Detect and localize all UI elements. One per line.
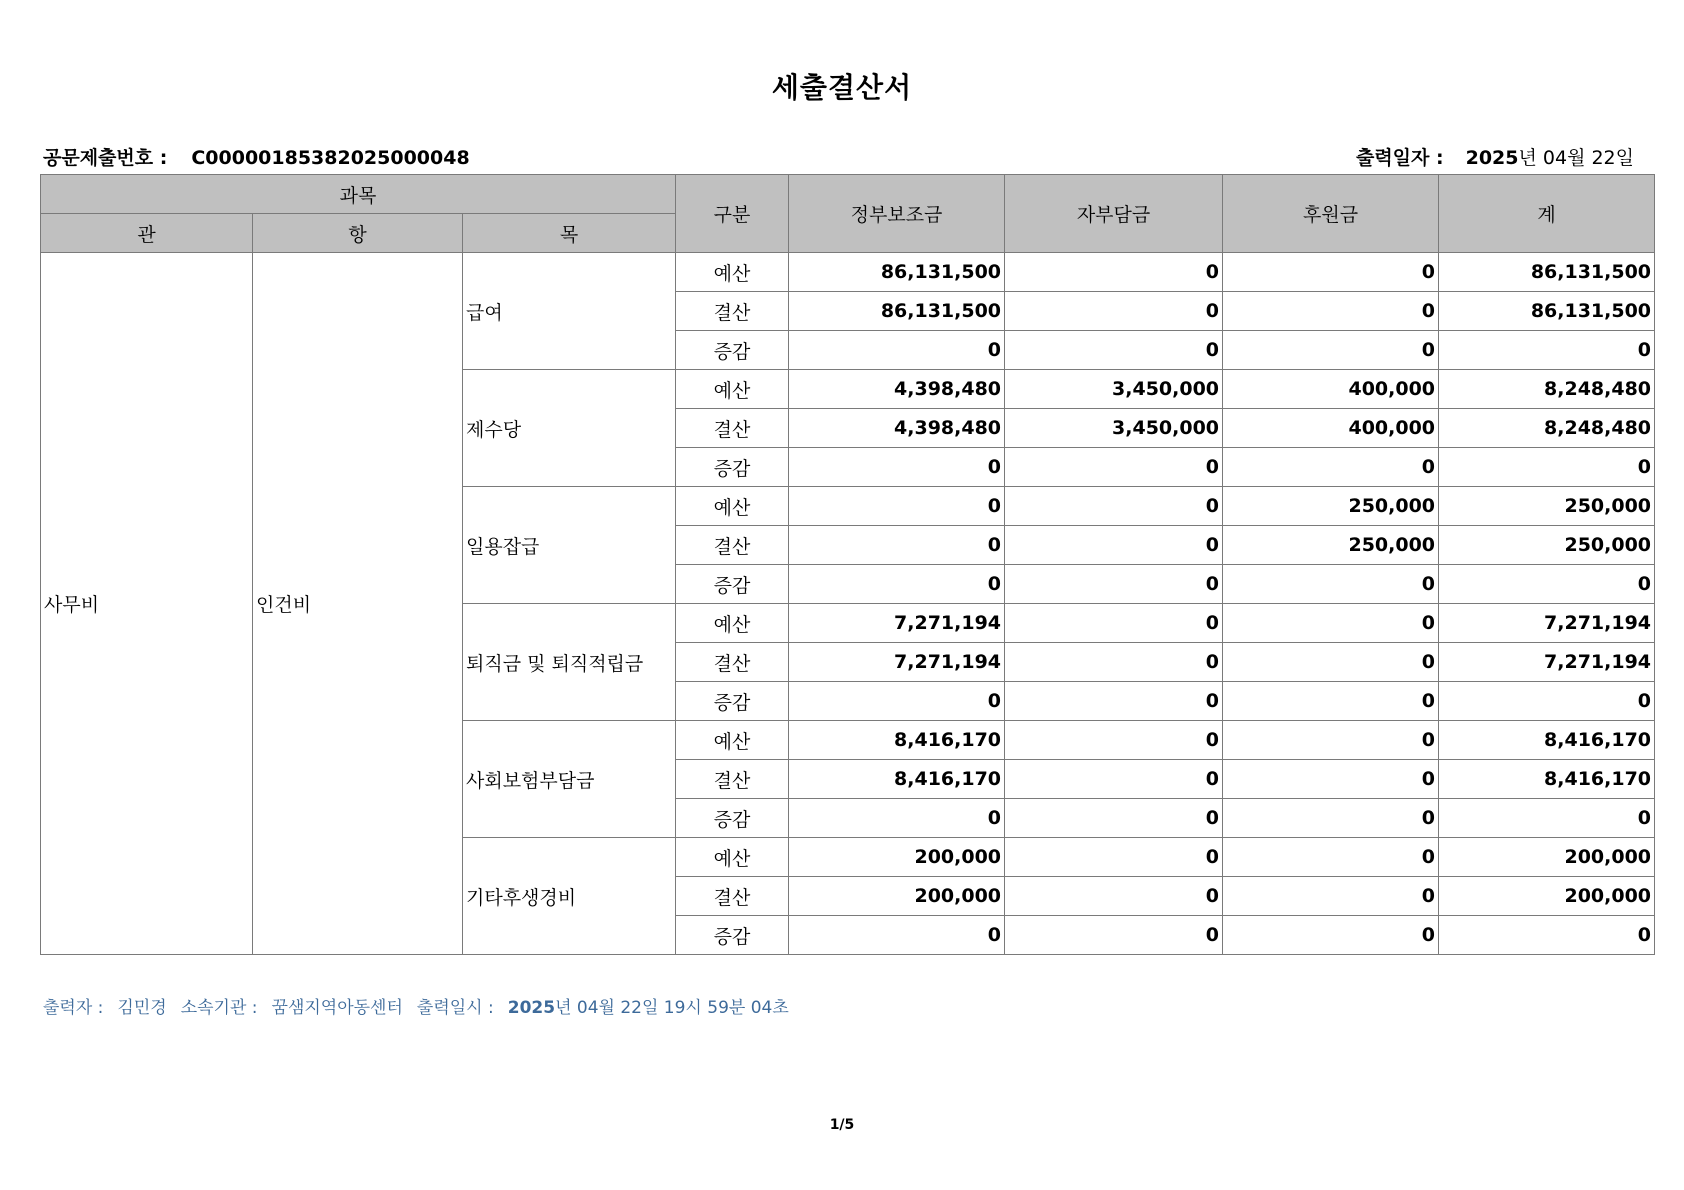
gubun-cell: 결산 [676, 526, 789, 565]
gov-subsidy-cell: 4,398,480 [789, 409, 1005, 448]
print-time-label: 출력일시 : [416, 998, 494, 1018]
sponsorship-cell: 0 [1223, 565, 1439, 604]
gov-subsidy-cell: 7,271,194 [789, 643, 1005, 682]
mok-cell: 사회보험부담금 [463, 721, 676, 838]
document-title: 세출결산서 [771, 71, 913, 104]
total-cell: 8,248,480 [1439, 370, 1655, 409]
table-row [41, 253, 1655, 292]
self-burden-cell: 0 [1005, 253, 1223, 292]
sponsorship-cell: 0 [1223, 643, 1439, 682]
header-mok: 목 [463, 214, 676, 253]
gubun-cell: 결산 [676, 760, 789, 799]
self-burden-cell: 0 [1005, 604, 1223, 643]
gov-subsidy-cell: 0 [789, 565, 1005, 604]
gov-subsidy-cell: 86,131,500 [789, 253, 1005, 292]
kwan-cell: 사무비 [41, 253, 253, 955]
sponsorship-cell: 250,000 [1223, 487, 1439, 526]
self-burden-cell: 0 [1005, 448, 1223, 487]
total-cell: 0 [1439, 331, 1655, 370]
gubun-cell: 증감 [676, 799, 789, 838]
sponsorship-cell: 0 [1223, 799, 1439, 838]
gubun-cell: 예산 [676, 253, 789, 292]
self-burden-cell: 0 [1005, 526, 1223, 565]
sponsorship-cell: 400,000 [1223, 370, 1439, 409]
self-burden-cell: 0 [1005, 721, 1223, 760]
gov-subsidy-cell: 8,416,170 [789, 721, 1005, 760]
total-cell: 8,416,170 [1439, 721, 1655, 760]
total-cell: 7,271,194 [1439, 604, 1655, 643]
gov-subsidy-cell: 0 [789, 331, 1005, 370]
org-name: 꿈샘지역아동센터 [271, 998, 403, 1018]
total-cell: 8,416,170 [1439, 760, 1655, 799]
sponsorship-cell: 0 [1223, 721, 1439, 760]
printer-name: 김민경 [117, 998, 167, 1018]
total-cell: 0 [1439, 682, 1655, 721]
sponsorship-cell: 0 [1223, 292, 1439, 331]
total-cell: 0 [1439, 565, 1655, 604]
header-kwan: 관 [41, 214, 253, 253]
sponsorship-cell: 0 [1223, 331, 1439, 370]
header-gov-subsidy: 정부보조금 [789, 175, 1005, 253]
header-gubun: 구분 [676, 175, 789, 253]
gubun-cell: 예산 [676, 721, 789, 760]
mok-cell: 퇴직금 및 퇴직적립금 [463, 604, 676, 721]
gubun-cell: 예산 [676, 604, 789, 643]
print-time-year: 2025 [507, 998, 556, 1018]
total-cell: 200,000 [1439, 877, 1655, 916]
gov-subsidy-cell: 200,000 [789, 877, 1005, 916]
sponsorship-cell: 0 [1223, 838, 1439, 877]
gov-subsidy-cell: 8,416,170 [789, 760, 1005, 799]
total-cell: 0 [1439, 448, 1655, 487]
sponsorship-cell: 0 [1223, 448, 1439, 487]
self-burden-cell: 0 [1005, 331, 1223, 370]
expenditure-settlement-table [40, 174, 1655, 955]
sponsorship-cell: 0 [1223, 916, 1439, 955]
print-date-rest: 년 04월 22일 [1518, 147, 1634, 169]
gubun-cell: 결산 [676, 292, 789, 331]
mok-cell: 일용잡급 [463, 487, 676, 604]
gubun-cell: 결산 [676, 877, 789, 916]
mok-cell: 제수당 [463, 370, 676, 487]
total-cell: 250,000 [1439, 487, 1655, 526]
self-burden-cell: 0 [1005, 877, 1223, 916]
gov-subsidy-cell: 7,271,194 [789, 604, 1005, 643]
total-cell: 200,000 [1439, 838, 1655, 877]
gov-subsidy-cell: 0 [789, 448, 1005, 487]
sponsorship-cell: 0 [1223, 253, 1439, 292]
self-burden-cell: 0 [1005, 799, 1223, 838]
total-cell: 250,000 [1439, 526, 1655, 565]
header-total: 계 [1439, 175, 1655, 253]
mok-cell: 기타후생경비 [463, 838, 676, 955]
header-hang: 항 [253, 214, 463, 253]
total-cell: 86,131,500 [1439, 292, 1655, 331]
print-date-value [1466, 147, 1634, 169]
self-burden-cell: 0 [1005, 760, 1223, 799]
gov-subsidy-cell: 4,398,480 [789, 370, 1005, 409]
mok-cell: 급여 [463, 253, 676, 370]
header-sponsorship: 후원금 [1223, 175, 1439, 253]
print-date-row [1356, 143, 1634, 170]
hang-cell: 인건비 [253, 253, 463, 955]
footer-print-info [43, 993, 803, 1018]
gov-subsidy-cell: 0 [789, 916, 1005, 955]
gubun-cell: 증감 [676, 565, 789, 604]
total-cell: 8,248,480 [1439, 409, 1655, 448]
print-date-year: 2025 [1465, 147, 1519, 169]
gov-subsidy-cell: 200,000 [789, 838, 1005, 877]
gubun-cell: 결산 [676, 643, 789, 682]
gov-subsidy-cell: 0 [789, 487, 1005, 526]
table-body [41, 253, 1655, 955]
gov-subsidy-cell: 0 [789, 526, 1005, 565]
gov-subsidy-cell: 0 [789, 799, 1005, 838]
sponsorship-cell: 0 [1223, 682, 1439, 721]
sponsorship-cell: 250,000 [1223, 526, 1439, 565]
total-cell: 0 [1439, 916, 1655, 955]
self-burden-cell: 0 [1005, 838, 1223, 877]
self-burden-cell: 0 [1005, 487, 1223, 526]
self-burden-cell: 0 [1005, 292, 1223, 331]
sponsorship-cell: 0 [1223, 877, 1439, 916]
gubun-cell: 예산 [676, 838, 789, 877]
total-cell: 7,271,194 [1439, 643, 1655, 682]
self-burden-cell: 0 [1005, 565, 1223, 604]
sponsorship-cell: 0 [1223, 760, 1439, 799]
gubun-cell: 증감 [676, 916, 789, 955]
printer-label: 출력자 : [43, 998, 104, 1018]
header-subject: 과목 [41, 175, 676, 214]
self-burden-cell: 3,450,000 [1005, 370, 1223, 409]
gubun-cell: 증감 [676, 682, 789, 721]
print-date-label: 출력일자 : [1355, 147, 1444, 169]
self-burden-cell: 0 [1005, 643, 1223, 682]
sponsorship-cell: 400,000 [1223, 409, 1439, 448]
gubun-cell: 증감 [676, 331, 789, 370]
gov-subsidy-cell: 0 [789, 682, 1005, 721]
gubun-cell: 예산 [676, 370, 789, 409]
doc-number-row [43, 143, 470, 170]
total-cell: 0 [1439, 799, 1655, 838]
org-label: 소속기관 : [180, 998, 258, 1018]
doc-number-label: 공문제출번호 : [43, 147, 168, 169]
gubun-cell: 결산 [676, 409, 789, 448]
header-self-burden: 자부담금 [1005, 175, 1223, 253]
self-burden-cell: 3,450,000 [1005, 409, 1223, 448]
self-burden-cell: 0 [1005, 682, 1223, 721]
self-burden-cell: 0 [1005, 916, 1223, 955]
sponsorship-cell: 0 [1223, 604, 1439, 643]
gubun-cell: 증감 [676, 448, 789, 487]
gubun-cell: 예산 [676, 487, 789, 526]
total-cell: 86,131,500 [1439, 253, 1655, 292]
doc-number-value: C00000185382025000048 [191, 147, 470, 169]
gov-subsidy-cell: 86,131,500 [789, 292, 1005, 331]
print-time-rest: 년 04월 22일 19시 59분 04초 [555, 998, 789, 1018]
page-number: 1/5 [829, 1117, 855, 1133]
